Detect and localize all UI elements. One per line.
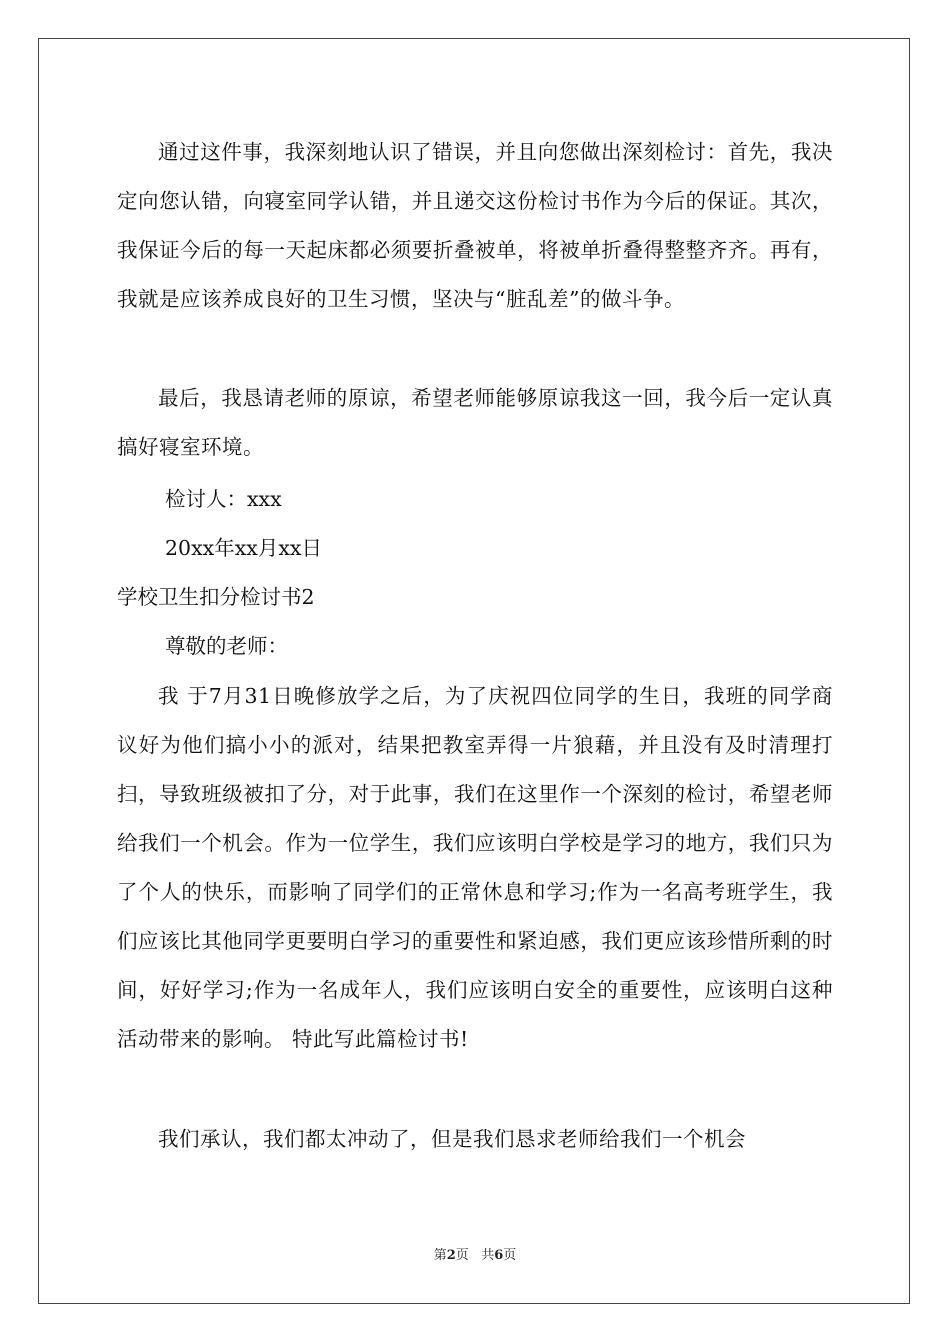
- section-heading: 学校卫生扣分检讨书2: [117, 585, 315, 609]
- page-suffix: 页: [455, 1248, 469, 1263]
- body-paragraph-1: [117, 128, 833, 324]
- paragraph-text: 我 于7月31日晚修放学之后，为了庆祝四位同学的生日，我班的同学商议好为他们搞小小的派对，结果把教室弄得一片狼藉，并且没有及时清理打扫，导致班级被扣了分，对于此事，我们在这里作一个深刻的检讨，希望老师给我们一个机会。作为一位学生，我们应该明白学校是学习的地方，我们只为了个人的快乐，而影响了同学们的正常休息和学习;作为一名高考班学生，我们应该比其他同学更要明白学习的重要性和紧迫感，我们更应该珍惜所剩的时间，好好学习;作为一名成年人，我们应该明白安全的重要性，应该明白这种活动带来的影响。 特此写此篇检讨书!: [117, 684, 833, 1051]
- body-paragraph-3: [117, 672, 833, 1064]
- total-prefix: 共: [481, 1248, 495, 1263]
- page-footer: [0, 1247, 950, 1265]
- body-paragraph-4: [117, 1115, 833, 1164]
- page-number: 2: [446, 1248, 456, 1263]
- total-pages: 6: [494, 1248, 504, 1263]
- page-prefix: 第: [433, 1248, 447, 1263]
- date-line: 20xx年xx月xx日: [165, 536, 322, 560]
- body-paragraph-2: [117, 374, 833, 472]
- paragraph-text: 最后，我恳请老师的原谅，希望老师能够原谅我这一回，我今后一定认真搞好寝室环境。: [117, 386, 833, 459]
- salutation: 尊敬的老师：: [165, 634, 288, 658]
- paragraph-text: 通过这件事，我深刻地认识了错误，并且向您做出深刻检讨：首先，我决定向您认错，向寝室同学认错，并且递交这份检讨书作为今后的保证。其次，我保证今后的每一天起床都必须要折叠被单，将被单折叠得整整齐齐。再有，我就是应该养成良好的卫生习惯，坚决与“脏乱差”的做斗争。: [117, 140, 833, 311]
- total-suffix: 页: [503, 1248, 517, 1263]
- signer-line: 检讨人：xxx: [165, 487, 282, 511]
- paragraph-text: 我们承认，我们都太冲动了，但是我们恳求老师给我们一个机会: [158, 1127, 746, 1151]
